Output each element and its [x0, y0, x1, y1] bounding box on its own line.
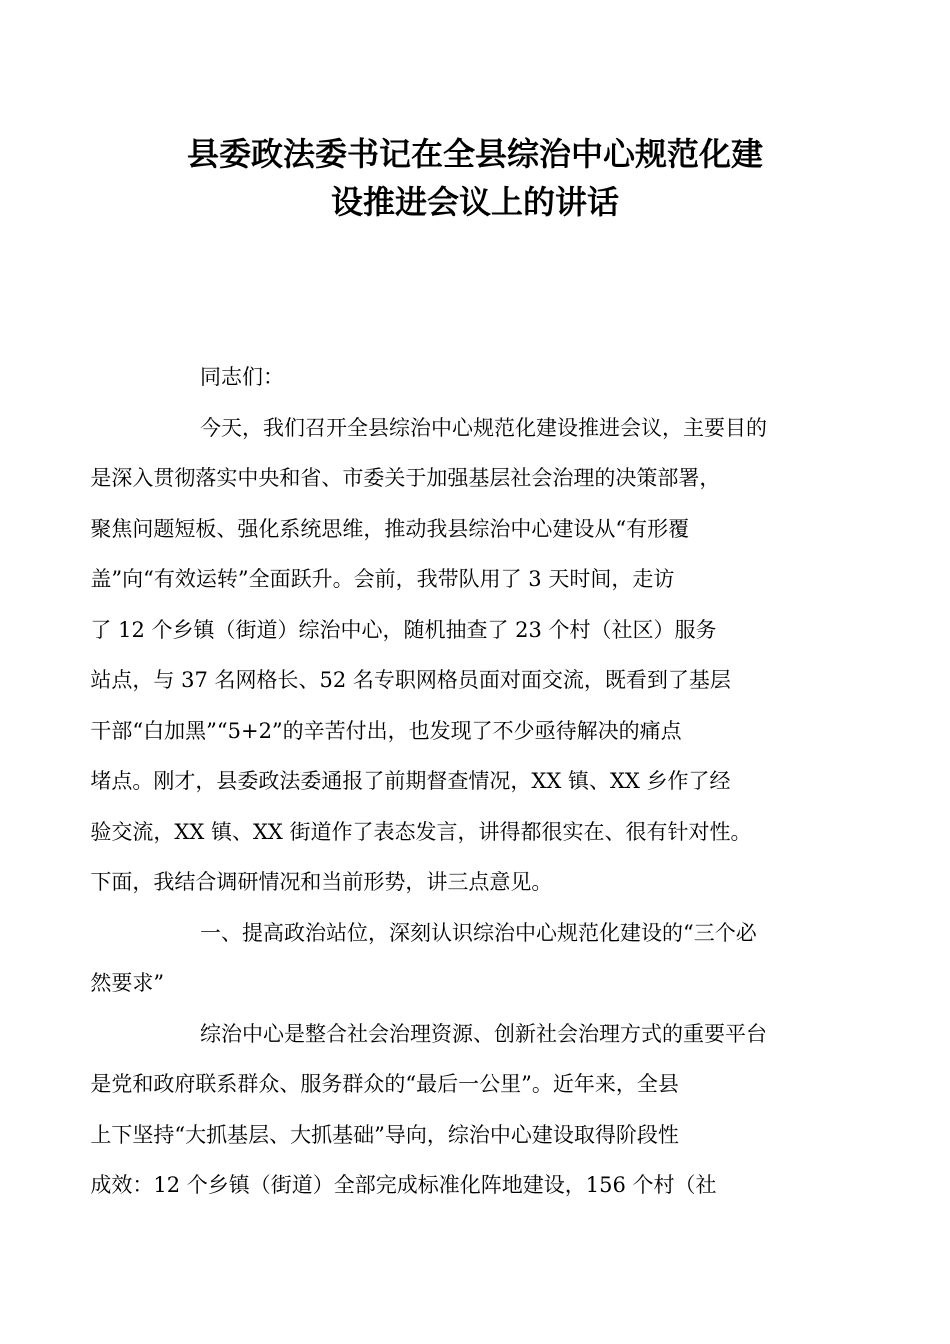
title-line-2: 设推进会议上的讲话: [330, 183, 619, 221]
document-body: [90, 352, 825, 1211]
opening-paragraph: [90, 403, 825, 908]
section-heading-1: [90, 908, 825, 1009]
paragraph-line: 验交流，XX 镇、XX 街道作了表态发言，讲得都很实在、很有针对性。: [90, 819, 752, 844]
document-title: [140, 130, 810, 226]
paragraph-line: 下面，我结合调研情况和当前形势，讲三点意见。: [90, 870, 553, 894]
paragraph-line: 是深入贯彻落实中央和省、市委关于加强基层社会治理的决策部署，: [90, 466, 721, 490]
paragraph-line: 是党和政府联系群众、服务群众的“最后一公里”。近年来，全县: [90, 1072, 679, 1096]
paragraph-line: 成效：12 个乡镇（街道）全部完成标准化阵地建设，156 个村（社: [90, 1173, 717, 1197]
paragraph-line: 盖”向“有效运转”全面跃升。会前，我带队用了 3 天时间，走访: [90, 567, 675, 591]
paragraph-line: 然要求”: [90, 971, 165, 995]
paragraph-line: 站点，与 37 名网格长、52 名专职网格员面对面交流，既看到了基层: [90, 668, 731, 692]
paragraph-line: 一、提高政治站位，深刻认识综治中心规范化建设的“三个必: [200, 920, 757, 945]
paragraph-line: 同志们：: [200, 365, 284, 389]
paragraph-line: 聚焦问题短板、强化系统思维，推动我县综治中心建设从“有形覆: [90, 516, 690, 541]
paragraph-line: 综治中心是整合社会治理资源、创新社会治理方式的重要平台: [200, 1021, 767, 1046]
salutation-paragraph: [145, 352, 825, 403]
paragraph-line: 堵点。刚才，县委政法委通报了前期督查情况，XX 镇、XX 乡作了经: [90, 769, 731, 793]
paragraph-line: 干部“白加黑”“5+2”的辛苦付出，也发现了不少亟待解决的痛点: [90, 718, 682, 743]
paragraph-line: 了 12 个乡镇（街道）综治中心，随机抽查了 23 个村（社区）服务: [90, 617, 717, 642]
section-1-paragraph: [90, 1009, 825, 1211]
paragraph-line: 今天，我们召开全县综治中心规范化建设推进会议，主要目的: [200, 415, 767, 440]
paragraph-line: 上下坚持“大抓基层、大抓基础”导向，综治中心建设取得阶段性: [90, 1122, 679, 1147]
title-line-1: 县委政法委书记在全县综治中心规范化建: [186, 135, 763, 173]
